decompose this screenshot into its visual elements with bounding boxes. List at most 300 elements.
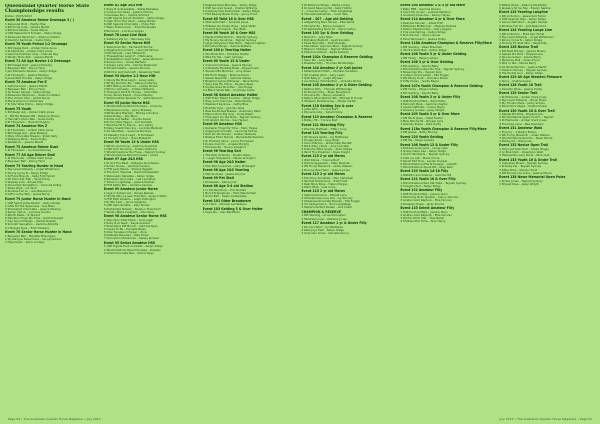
- event-block: [203, 150, 299, 160]
- event-block: [203, 123, 299, 149]
- placing-line: 2 Lil Pine Dark – Rosemary Walli: [499, 151, 544, 155]
- placing-line: 1 QSE Poodna Mate – Jessica Allen: [400, 193, 448, 197]
- placing-line: 4 Windmidstone Mila N Knowes – Chloe: [103, 154, 158, 158]
- event-heading: Event 99 Amateur Junior Horse: [103, 187, 158, 192]
- placing-line: 5 Sweet Abedi Mc – Gemma Slakes: [202, 76, 251, 80]
- placing-line: 2 Easy Lurd Cranmoe – Rita Dankes: [202, 100, 252, 104]
- placing-line: 1 RN Osage Dart – Amber Darie Anna: [5, 46, 57, 50]
- placing-line: 3 Unknown Cross – Danielle Kenny: [301, 231, 349, 235]
- placing-line: 1 Al Chiko – Michael Lamskeban: [202, 203, 247, 207]
- placing-line: 2 RN Tinnyl Maverick – Aidan Watson: [499, 133, 551, 137]
- placing-line: 1 QSE Poodna Mate – Zara Dolby: [400, 99, 446, 103]
- event-heading: Event 118A Amateur Champion & Reserve Filly/Mare: [400, 40, 492, 45]
- placing-line: 2 Allgaloyds Cormark – Laurinda Farrow: [103, 48, 159, 52]
- placing-line: 7 Greasy Lady Arts – Sandra Skakovall: [103, 64, 157, 68]
- placing-line: 6 Paint The Dreamer – Dave Knight: [301, 151, 350, 155]
- event-block: [203, 94, 299, 123]
- placing-line: 4 Real Ridley – Ros Blain: [103, 114, 138, 118]
- placing-line: 4 Stepping Paint – Suzie Dolby: [5, 138, 47, 142]
- placing-line: 1 RM Tinsly – Paige Lindsay: [400, 88, 438, 92]
- placing-line: 2 Riviers Appeoseli – Abby Wowcan: [301, 162, 351, 166]
- placing-line: 4 Mahoney Bell – Karen Pryce: [499, 59, 540, 63]
- placing-line: 7 FTM Beauty Blank Tintip – Jenny Frost: [202, 13, 257, 17]
- placing-line: 1 Bobby Hit – Yvonne Burt: [301, 119, 338, 123]
- event-block: [499, 144, 595, 157]
- placing-line: 9 Jaspee's Sir Go Tee – Evelyn Saptoe: [499, 7, 551, 11]
- placing-line: 6 QSE Spenda Chocolate – Chloe Fish: [103, 23, 156, 27]
- placing-line: 4 Sir Cashes Dora – Trish Langlatiqe: [301, 203, 351, 207]
- placing-line: 5 RN Mr Dakis – B Tarrant: [5, 214, 40, 217]
- placing-line: 1 Dandy Be Mine Leigh – Lacey Lake: [103, 78, 155, 82]
- event-block: [400, 189, 496, 205]
- event-block: [301, 4, 397, 17]
- placing-line: 9 RN Pink Golf Ashcraft – Rosemary Walli: [103, 70, 160, 74]
- placing-line: 4 The Rock Imperial – Rachel Rosewater: [103, 171, 159, 175]
- event-heading: Event – SS7 – Age old Gelding: [301, 16, 353, 21]
- placing-line: 1 Ri Elements – Amber Clark Jones: [499, 95, 547, 99]
- event-block: [203, 18, 299, 31]
- placing-line: 2 Rootin Doozy – Gemma Cauline: [103, 165, 150, 169]
- placing-line: 3 Gemma Plumber Lady – Frances Day: [5, 53, 59, 56]
- placing-line: 6 Phantom Alienst – Keiza Doberty: [301, 51, 349, 55]
- placing-line: 5 Shisabethen Gigo Sobar – Jesse Winbush: [103, 58, 163, 62]
- event-block: [203, 208, 299, 215]
- placing-line: 1 The Mob at Rocks – Kristen Wasn: [202, 153, 251, 157]
- event-block: [203, 177, 299, 184]
- placing-line: 1 Bequeen Bell – Nanette Bracinggin: [5, 234, 56, 238]
- placing-line: 1 Retempshard Mark – Michael Huckerbo: [301, 70, 358, 74]
- event-block: [400, 18, 496, 40]
- placing-line: 3 Shanely Brave – Zara Dolby: [400, 123, 442, 127]
- placing-line: 3 Ardor Bell – Helen Coatwellew: [202, 195, 247, 199]
- event-heading: Event 98 Amateur Senior Horse HSS: [103, 214, 167, 218]
- placing-line: 2 – MR My Mabaar RN – Rebecca Mowry: [5, 114, 60, 118]
- event-heading: Event 96 Youth 13 & Under HSS: [103, 139, 159, 144]
- event-heading: Event 74 Amateur Mrs Z: [5, 124, 48, 129]
- event-block: [499, 11, 595, 27]
- event-heading: Event 129 All Age Western Pleasure: [499, 75, 562, 80]
- event-block: [301, 173, 397, 189]
- placing-line: 2 Willkeer Ipo Dusky Eyes – Kylie Wells: [202, 24, 256, 28]
- placing-line: 2 Ri Rockie Coby – Brian Boughtons: [301, 90, 351, 94]
- event-heading: CHAMPION & RESERVE: [301, 209, 342, 214]
- placing-line: 4 RN Finch Baggs – Brianna Davis: [202, 73, 249, 77]
- placing-line: 1 Ri Floraviero – Lucinda Moloney: [5, 149, 52, 153]
- event-block: [400, 61, 496, 83]
- placing-line: 6 Ri Fox Hole Hagen – Lori Dowdell: [103, 121, 152, 125]
- event-heading: Event 65 Yeild 16 & Over HSS: [202, 16, 254, 21]
- placing-line: 5 Pet Minky Doot – Christina Bruno: [400, 77, 449, 81]
- event-heading: Event 77 All Age Reiner Stall: [5, 152, 56, 157]
- placing-line: 6 Ramekin Frogs My Time – Rachel Russell: [5, 217, 64, 221]
- placing-line: 1 Wild Grits Dart – Amanda Jones: [202, 21, 249, 25]
- results-column: [203, 4, 299, 406]
- placing-line: 1 Windmidstone Mila N Knowes – Amanda: [103, 105, 162, 109]
- event-heading: Event 103 Gelding 3 & Over Halter: [202, 206, 263, 211]
- placing-line: 2 Windmidstone Red Mo Tine – Tegnah Sydney: [400, 67, 465, 71]
- placing-line: 6 Manno Rock Bry Ang – Linda Baker: [202, 112, 254, 116]
- event-block: [5, 165, 101, 197]
- event-heading: Event 75 Youth: [5, 106, 32, 111]
- placing-line: 2 Pinnacle Gilly – Sarah Dolby: [301, 111, 343, 115]
- placing-line: 1 RN On Gumming – Gemma Ansehuts: [103, 144, 158, 148]
- placing-line: 4 Manhattan Ligh Gos Bled – Tegnah Sydney: [301, 45, 363, 49]
- placing-line: 2 Ri Elements – Amber Clark Jones: [5, 49, 53, 53]
- placing-line: 3 Hannah's Moon Bell – Suzie Dolby: [5, 117, 55, 121]
- placing-line: 2 Bluestar Kitty – Thomas Whitteridge: [301, 62, 354, 66]
- event-block: [499, 29, 595, 45]
- placing-line: 3 Windmmestone Tan Fluse – Tegnah Sydney: [103, 150, 166, 154]
- event-block: [499, 127, 595, 143]
- placing-line: 8 Thuvaldinistrasmen – Colin Tate: [301, 13, 348, 17]
- placing-line: 6 Cadimay Oda Koshandse – Kellyn Ridge: [202, 10, 260, 14]
- event-block: [203, 185, 299, 198]
- placing-line: 2 Ramming Pinto Sparkle – Kenny Yeoman: [400, 196, 459, 200]
- placing-line: 1 Wabbit's Soccadance – Gemma Hill: [400, 174, 452, 177]
- placing-line: 1 QSE Frgada Pooki Invester – Kellyn Ridge: [103, 245, 163, 249]
- event-heading: Event 100 Jr Yearling Halter: [202, 48, 252, 53]
- event-block: [301, 116, 397, 123]
- placing-line: 1 RN Fault Brenzy – Jessica Mowry: [499, 49, 546, 53]
- event-block: [203, 32, 299, 48]
- placing-line: 3 Lassie Daffodils – Grace Taylor: [400, 105, 445, 109]
- placing-line: 1 Kany Pie – Lesy Nilan: [301, 59, 334, 63]
- event-block: [400, 128, 496, 135]
- placing-line: 1 Bolis Pin – Lesy Nilan: [301, 35, 333, 39]
- event-block: [203, 60, 299, 92]
- event-block: [5, 125, 101, 144]
- placing-line: 2 My Nangus Nevermore – Sonya Jackson: [5, 237, 62, 241]
- event-block: [301, 124, 397, 131]
- event-heading: Event 81 Age 2&3 HIH: [103, 4, 143, 7]
- placing-line: 2 RN Kinda Cute – Jessica Maritt: [5, 26, 49, 30]
- placing-line: 1 RN Lil Rockin – Eliza Kerr Ferrel: [499, 32, 545, 36]
- placing-line: 1 Ri Rex Jones – Tegnah Sydney: [499, 179, 543, 183]
- results-date: Dates: 18/05/2013: [5, 13, 32, 18]
- placing-line: 4 Raven Ilyrine – Lorraine Gordon: [5, 210, 51, 214]
- results-column: [400, 4, 496, 406]
- placing-line: 3 Goodwill Intsaches – Kerrey Hayes: [400, 13, 451, 17]
- placing-line: 4 Thiseastman Leigh H – Melbulaxe: [103, 54, 153, 58]
- event-heading: Event 129 Senior Trail: [499, 91, 538, 96]
- event-heading: Event 138 Nowe Memorial Open Poles: [499, 174, 566, 179]
- placing-line: 2 Bequeen Bell – Ronny Fiore: [5, 160, 45, 164]
- placing-line: 7 Winbin Black Knighted – Ada Henly: [103, 210, 155, 214]
- event-heading: Event 120 Youth 14-18 Filly: [400, 169, 449, 174]
- placing-line: 4 Rookies Full On – Gail Beaumont: [499, 24, 547, 28]
- placing-line: 2 QSE Spanish Play – Kellyn Ridge: [499, 18, 546, 22]
- placing-line: 5 Pleasured Paramour – Shannon Peters: [5, 35, 60, 39]
- placing-line: 2 Ronny Cyrus N – Kellyn Ridge: [5, 171, 48, 175]
- placing-line: 5 Thousand Dark N Tinnies – Vicki Mills: [103, 91, 158, 95]
- event-heading: Event 119 Amateur Champion & Reserve: [301, 114, 373, 119]
- event-block: [301, 132, 397, 154]
- placing-line: 4 Rosaleen Rosie – Jacky Simms: [400, 202, 445, 206]
- placing-line: 1 Sabala Pro Bids – Rhyeal Lace: [499, 113, 543, 117]
- placing-line: 4 RN Uni Amnesty – Kristen Williams: [103, 88, 154, 91]
- event-heading: Event 99 Pet Stall: [202, 176, 234, 181]
- placing-line: 1 Justa Wild – Yvonne Burt: [301, 108, 338, 112]
- results-column: [499, 4, 595, 406]
- event-heading: Event 120 Youth Gelding: [400, 134, 444, 139]
- placing-line: 5 Bird In Tea – Monet Barry: [499, 62, 537, 66]
- placing-line: 1 RN Reign Gal – Amber Clark Jones: [5, 111, 55, 115]
- placing-line: 2 GHG Fill The Spaviness – Ros Blain: [5, 204, 55, 208]
- event-heading: Event 98 Select Amateur Halter: [202, 92, 258, 97]
- event-block: [203, 4, 299, 17]
- placing-line: 3 Ri Rabbesting Buck Sir – Mace Cotton: [301, 27, 356, 31]
- event-heading: Event 95 Junior Horse HSS: [103, 100, 150, 105]
- placing-line: 4 Boldiller Kyle – Jennifer Alloa: [202, 106, 245, 110]
- event-heading: Event 100 Amateur 2 & 3 yr old Mare: [400, 4, 466, 7]
- placing-line: 4 Baileys Emm Mauris – Bernadette Reardon: [202, 136, 264, 140]
- event-heading: Event 108 Youth 3 yr & Under Filly: [400, 94, 461, 99]
- placing-line: 4 Cris Lisa Darling – Kellyn Ridge: [400, 31, 446, 35]
- placing-line: 2 Remnish Mare – Gemma Clayton: [400, 102, 448, 106]
- placing-line: 1 Pay Level N Ready – Angel Williamson: [5, 168, 60, 172]
- placing-line: 2 QP Coastal Jams – Gary Lewis: [301, 73, 345, 77]
- placing-line: 3 Shamabyd Chocolate – Jessica Mowrey: [5, 207, 61, 211]
- placing-line: 3 QSE Baby Jr – Leigh Wyneen: [301, 76, 343, 80]
- placing-line: 4 Paint Dora Vegas – Sophie Kowal: [499, 105, 547, 109]
- event-heading: Event 96 Yearling Sell: [202, 149, 241, 154]
- placing-line: 4 Bobby Kit – Rita Jones: [499, 140, 532, 143]
- placing-line: 2 Mira For Me – Gem Larrigan: [202, 56, 244, 60]
- placing-line: 1 Iege in Sobennina – Renee Reeves: [103, 191, 154, 195]
- placing-line: 4 Bim Mock Bingo – Rachel Nuttens: [202, 45, 252, 49]
- placing-line: 1 Bid Gelding – Sports Baby: [400, 64, 439, 68]
- placing-line: 4 Frenchey Lana – Bea Davidson: [499, 122, 544, 126]
- placing-line: 5 Izzie Tunelaen Chipper – Rina: [103, 231, 147, 235]
- placing-line: 11 Forsyth Colour – Rose Bridekirk: [103, 136, 152, 140]
- placing-line: 5 Beijia In Shadsey – Tegnah Wiliams: [301, 48, 353, 52]
- placing-line: 1 Ri Rosie Lucky Jens – Lacey Lake: [400, 147, 448, 151]
- event-block: [301, 190, 397, 209]
- placing-line: 5 Mon Amour Star – Jackie Burnn: [5, 97, 51, 101]
- event-block: [499, 84, 595, 91]
- placing-line: 8 Daisy Snazzi Dancing – Lucinda Medinah: [103, 127, 163, 131]
- placing-line: 7 Sexy Kiss My Shine – Kaylene Rees: [202, 82, 254, 86]
- event-block: [5, 60, 101, 79]
- event-heading: Event 110 Yearling Filly: [301, 130, 343, 135]
- placing-line: 5 Wannaedo Sabebba – Kellyn Ridge: [103, 174, 155, 178]
- placing-line: 5 Smart Mid Tina – Lauren Hooper: [400, 159, 448, 163]
- placing-line: 3 Pat Harvest – Lisa Hillsworth: [103, 51, 146, 55]
- placing-line: 7 Ranchie Hit to Dance – Ann Ashby: [103, 124, 154, 128]
- placing-line: 1 Windmidstone Red Oat Fizze – Tegnah Sydney: [400, 182, 467, 186]
- placing-line: 8 Clydes Rose McArthur – Alix Ridge: [202, 86, 253, 90]
- event-heading: Event 130 Youth 18 & Over Trail: [499, 108, 555, 113]
- event-block: [104, 141, 200, 157]
- event-heading: Event 122 Amateur Filly: [400, 188, 443, 193]
- placing-line: 1 Ri Floraviero – Amber Clark Jones: [5, 128, 54, 132]
- placing-line: 1 RC Moveis Igoite – Ivy Matthews: [301, 135, 349, 139]
- placing-line: 6 Tuffy Kinlay – Josdie Bayer: [400, 80, 439, 84]
- placing-line: 3 Sonic Marrow – Jamie Freth Barrett: [301, 141, 352, 145]
- placing-line: 2 Cowgirls Roll – Kellyn Ridge: [400, 185, 441, 189]
- placing-line: 2 Bid Gelding – Sports Baby: [400, 91, 439, 95]
- placing-line: 8 Rookies Full on – Gail Beaumont: [5, 190, 52, 194]
- event-heading: Event 98 Age 2&3 Halter: [202, 160, 246, 165]
- placing-line: 4 Bark Aliby J Rose – Amy Lancelle: [301, 144, 349, 148]
- placing-line: 4 RN Princes Lily Anne – Jessica Moore: [499, 171, 552, 175]
- placing-line: 5 Roots and Rafter – Sophie Kowal: [103, 117, 151, 121]
- placing-line: 3 RN Tinnyl Maverick – Aidan Watson: [301, 165, 353, 169]
- event-heading: Event 115 2 yr old Mares: [301, 154, 345, 159]
- placing-line: 3 Hyperclear – Kerry Lindsay: [5, 240, 45, 244]
- event-heading: Event 105 Amateur 2 yr & Older Gelding: [301, 83, 372, 88]
- event-heading: Event 117 Amateur 1 yr & Under Filly: [301, 220, 367, 225]
- placing-line: 6 Maria Grand Lo Saminave: [5, 100, 44, 104]
- placing-line: 5 Terasel's Mothemansy – Margo Carhill: [301, 100, 356, 104]
- footer-left: Page 54 • The Australian Quarter Horse Magazine • July 2013: [8, 417, 101, 421]
- placing-line: 6 Kebbabs Banshee – Peta Howe: [103, 234, 149, 238]
- event-heading: Event 68 Age 3-4 old Stallion: [202, 184, 254, 189]
- event-block: [104, 34, 200, 41]
- event-heading: Event 124 Yearling Lunge Line: [499, 27, 553, 32]
- event-heading: Event 70 Senior Horse Hunter in Hand: [5, 229, 72, 234]
- event-heading: Event 97 Age 2&3 HSS: [103, 157, 143, 162]
- placing-line: 6 Windmidstone Mila N Knowes – Lisbeth: [400, 162, 457, 166]
- placing-line: 3 Ronny Cyrus N – Kellyn Ridge: [499, 38, 543, 42]
- event-heading: Event 69 Amateur HSS: [202, 122, 243, 127]
- placing-line: 4 QSE Peppermint Scream – Kellyn Ridge: [5, 32, 62, 36]
- event-heading: Event 35 Amateur Reiner Drumage 3 ( ): [5, 18, 75, 23]
- event-block: [301, 32, 397, 54]
- event-block: [104, 242, 200, 255]
- placing-line: 5 Desinfur Mars Grady – Alice Stokes: [301, 148, 353, 152]
- placing-line: 4 Ri Floraviero – Jessica Mowrey: [5, 73, 49, 77]
- event-heading: Event 109 Youth 3 yr & Over Mare: [400, 112, 460, 117]
- page-footer: [8, 417, 592, 421]
- footer-right: July 2013 • The Australian Quarter Horse Magazine • Page 55: [499, 417, 592, 421]
- placing-line: 5 Bellissimo – Jessica Maritt: [5, 141, 43, 145]
- placing-line: 3 Quick Hamparta – Tegnah Sydney: [400, 153, 450, 157]
- event-block: [5, 231, 101, 244]
- event-heading: Event 93 Novice 1:2 Hour HIH: [103, 73, 156, 78]
- placing-line: 1 Kaya Pie – Ivan Beckfield: [202, 211, 240, 215]
- event-block: [400, 144, 496, 170]
- placing-line: 3 Leigh Hollywood Star Bard – Tegnah Lighten: [202, 41, 266, 45]
- placing-line: 1 Mystical Miss Rockin – Tegnah Sydney: [202, 35, 258, 39]
- placing-line: 3 Scarlet Summerse – Ros Blain: [202, 27, 247, 31]
- placing-line: 2 HQ My Ma Luv Gee That Will – Jacalyn Wells: [103, 195, 167, 199]
- event-heading: Event 92 Senior Horse HIH: [103, 40, 151, 45]
- placing-line: 3 Gunbeee Boy – Sophie Shimiet: [103, 13, 149, 17]
- placing-line: 1 Baby TBB – Gemma Powers: [400, 7, 441, 11]
- placing-line: 1 RM Jeleae – Betty Murray: [400, 131, 438, 135]
- placing-line: 3 Arff Ans Brandy – Kelly Fyfe Farrell: [5, 174, 55, 178]
- placing-line: 6 Ivan Tavish Sweat – Ennis Mackey: [103, 94, 153, 98]
- placing-line: 4 Cause To Be – Danielle Baiss: [103, 228, 146, 232]
- placing-line: 9 Gift's Lucky Star – Jackie Burnn: [5, 193, 51, 197]
- placing-line: 2 Bayshaven Gray – Jenny Brawley: [103, 108, 152, 112]
- placing-line: 7 Forenegro Do Tee Nuts – Tegnah Sydney: [202, 115, 261, 119]
- placing-line: 1 Frenchy – Catalina Brown: [499, 130, 537, 134]
- event-heading: Event 107a Youth Champion & Reserve Gelding: [400, 83, 483, 88]
- placing-line: 6 Pilotamsta Pizzazz – Rosalyn Thornhard: [103, 207, 161, 211]
- event-block: [400, 170, 496, 177]
- placing-line: 3 ZBT Sitting On Broom – Lesley Brown: [103, 84, 158, 88]
- placing-line: 2 Whokshouse Love Lila – Ivy Kenney: [301, 197, 353, 201]
- placing-line: 7 – A Gensel Ladys – Trish Langlatiqe: [301, 10, 353, 14]
- placing-line: 4 Cutieur Grand Jaded – Ella Foggin: [400, 74, 449, 78]
- event-block: [499, 76, 595, 83]
- placing-line: 8 Tohiwai Hawks – Jessica Monroe: [103, 67, 151, 71]
- placing-line: 3 Windmidstone Red Mo – Tessa Moore: [499, 136, 553, 140]
- placing-line: 4 Hi Kinly Ex Stall Star – Paige Eilly: [499, 41, 547, 45]
- event-block: [104, 4, 200, 33]
- placing-line: 3 FTM Lady Name – Sharna Taggart: [103, 168, 153, 172]
- placing-line: 5 Cash From The Vault – Lesley Brown: [103, 20, 157, 24]
- placing-line: 4 Cafe Au Lait – Marie Ciccia: [400, 156, 440, 160]
- placing-line: 2 Sabala Pro Bids – Rhyeal Lace: [499, 53, 543, 57]
- placing-line: 1 Colonel Cochaise – Jessica Murray: [202, 64, 252, 68]
- placing-line: 3 Hamparta's Lacy Poole – Nina Cole: [499, 154, 550, 158]
- event-block: [5, 108, 101, 124]
- placing-line: 5 QSE Spinnachelle – Katy Kinder: [103, 204, 150, 208]
- placing-line: 4 Glowing Gunsel – Jessy Wright: [400, 108, 445, 112]
- placing-line: 4 Rapheal Rose Blondies – Kellyn Ridge: [202, 4, 257, 7]
- placing-line: 3 ELeis Boonaha – Trish Moseley: [301, 41, 346, 45]
- placing-line: 1 Manchien Dhat Stack – Lora Leigh: [103, 218, 154, 222]
- event-block: [400, 53, 496, 60]
- placing-line: 4 Jus Rodney Timmbultion – Amanda Shilva: [301, 79, 362, 83]
- placing-line: 3 Dazion Mystical Spa – Gerry Rogers: [400, 28, 452, 32]
- event-block: [104, 75, 200, 101]
- placing-line: 2 Colonel Cochaise – Jessica Murray: [103, 10, 153, 14]
- placing-line: 4 Palty's Wine Warrior RN – Michael D Turner: [301, 97, 363, 101]
- event-block: [301, 18, 397, 31]
- event-heading: Event 118a Youth Champion & Reserve Filly/Mare: [400, 126, 487, 131]
- event-block: [499, 159, 595, 175]
- event-block: [301, 155, 397, 171]
- placing-line: 7 Tobacco Shiney – Tegnah Sydney: [499, 68, 547, 72]
- placing-line: 1 Frenchey Shinakiss – Mac Campbell: [301, 176, 353, 180]
- placing-line: 3 Mary Chocolate Breeze – Shiah Kelly: [5, 135, 58, 139]
- placing-line: 2 Bequeen Bell – Ronny Fiore: [5, 87, 45, 91]
- placing-line: 2 Oopsy Daisy Lee – Kellyn Ridge: [400, 150, 446, 154]
- event-heading: Event 75 Amateur Reiner Dust: [5, 144, 58, 149]
- placing-line: 4 TP Shun Dat Trail – Tania Purdy: [5, 177, 50, 181]
- placing-line: 1 Hire Man Inventive – Gary McKalight: [202, 165, 256, 168]
- placing-line: 3 Chief Chocolate Ban – Sharni Reys: [103, 251, 154, 255]
- placing-line: 1 QSE Poodna Mate – Jessica Allen: [400, 210, 448, 214]
- placing-line: 3 Weekend Keyzone – Cathy Bice: [202, 103, 249, 107]
- placing-line: 6 Chocolate Temptation – Amanda Ridley: [5, 184, 62, 188]
- placing-line: 2 Burnt N Speeknes – Trish Wenderhall: [202, 192, 256, 196]
- placing-line: 2 Ruby B Lil Neck – Kayla Ackland: [103, 221, 151, 225]
- event-heading: Event 133 Youth 16 & Under Trail: [499, 157, 557, 162]
- placing-line: 3 RN Ninstra Blackall – Mickey Lohnkins: [103, 111, 159, 115]
- event-block: [104, 102, 200, 140]
- results-column: [301, 4, 397, 406]
- event-block: [203, 161, 299, 168]
- event-block: [400, 207, 496, 223]
- event-heading: Event 104 Amateur 2 yr Colt Junior: [301, 65, 363, 70]
- placing-line: 2 Bequeen Bell – Ronny Fiore: [5, 67, 45, 71]
- placing-line: 3 FTM Bigh Dreams – Leigh Eddington: [103, 198, 157, 202]
- placing-line: 1 In Old Red Roos – Eric Burdad: [202, 189, 246, 193]
- placing-line: 2 Ilandra Starz Bell – Kellyn Ridge: [400, 48, 447, 52]
- placing-line: 10 Paiaally Quick Legit – R Terriswell: [103, 133, 154, 137]
- placing-line: 3 Rick Pic Mo Rocker – Kristen Williams: [202, 133, 257, 137]
- placing-line: 3 Winbin Pinto Star – Tess Baker: [400, 216, 445, 220]
- event-heading: Event 133 Select Amateur Filly: [400, 205, 455, 210]
- placing-line: 2 RP My Sixmmc-Pie – Rebecca Murray: [103, 81, 158, 85]
- placing-line: 1 Spicy – Sophie Kowal: [499, 79, 531, 83]
- placing-line: 2 Pay Level N Ready – Angel Williamson: [499, 35, 554, 39]
